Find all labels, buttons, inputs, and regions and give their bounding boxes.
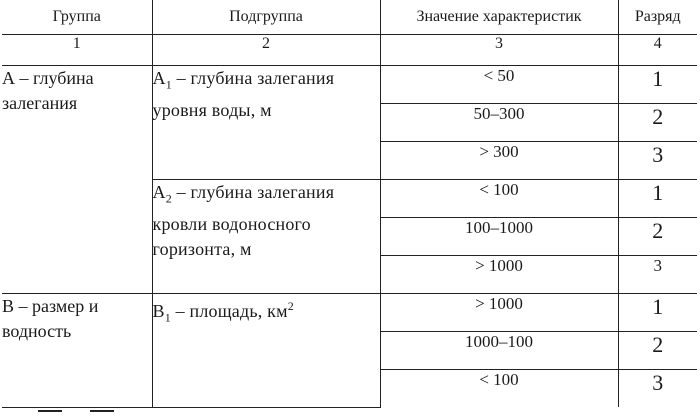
header-value: Значение характеристик (380, 0, 618, 35)
column-number-row (2, 35, 697, 66)
value-cell: > 1000 (380, 256, 618, 294)
header-group: Группа (2, 0, 152, 35)
header-subgroup: Подгруппа (152, 0, 380, 35)
unit-superscript: 2 (287, 299, 294, 313)
dash (38, 410, 62, 412)
value-cell: 100–1000 (380, 218, 618, 256)
column-number: 1 (2, 35, 152, 66)
rank-cell: 2 (618, 104, 697, 142)
subgroup-prefix: А (152, 68, 166, 88)
group-cell: А – глубина залегания (2, 66, 152, 294)
header-rank: Разряд (618, 0, 697, 35)
rank-cell: 2 (618, 332, 697, 370)
classification-table (2, 0, 697, 408)
value-cell: > 300 (380, 142, 618, 180)
value-cell: 1000–100 (380, 332, 618, 370)
subgroup-label: – глубина залегания уровня воды, м (152, 68, 335, 120)
rank-cell: 1 (618, 180, 697, 218)
subgroup-cell (152, 294, 380, 408)
rank-cell: 3 (618, 256, 697, 294)
rank-cell: 1 (618, 66, 697, 104)
value-cell: < 100 (380, 180, 618, 218)
subgroup-prefix: В (152, 301, 165, 321)
value-cell: > 1000 (380, 294, 618, 332)
rank-cell: 3 (618, 370, 697, 408)
subgroup-label: – глубина залегания кровли водоносного горизонта, м (152, 182, 335, 259)
subgroup-index: 1 (164, 310, 171, 325)
subgroup-label: – площадь, км (170, 301, 288, 321)
header-row (2, 0, 697, 35)
value-cell: < 100 (380, 370, 618, 408)
column-number: 2 (152, 35, 380, 66)
value-cell: 50–300 (380, 104, 618, 142)
continuation-dashes (38, 410, 138, 413)
subgroup-prefix: А (152, 182, 166, 202)
table-row (2, 66, 697, 104)
table-row (2, 294, 697, 332)
subgroup-index: 2 (165, 191, 172, 206)
subgroup-cell (152, 66, 380, 180)
value-cell: < 50 (380, 66, 618, 104)
column-number: 3 (380, 35, 618, 66)
subgroup-index: 1 (165, 77, 172, 92)
dash (90, 410, 114, 412)
column-number: 4 (618, 35, 697, 66)
rank-cell: 3 (618, 142, 697, 180)
subgroup-cell (152, 180, 380, 294)
group-cell: В – размер и водность (2, 294, 152, 408)
rank-cell: 1 (618, 294, 697, 332)
rank-cell: 2 (618, 218, 697, 256)
